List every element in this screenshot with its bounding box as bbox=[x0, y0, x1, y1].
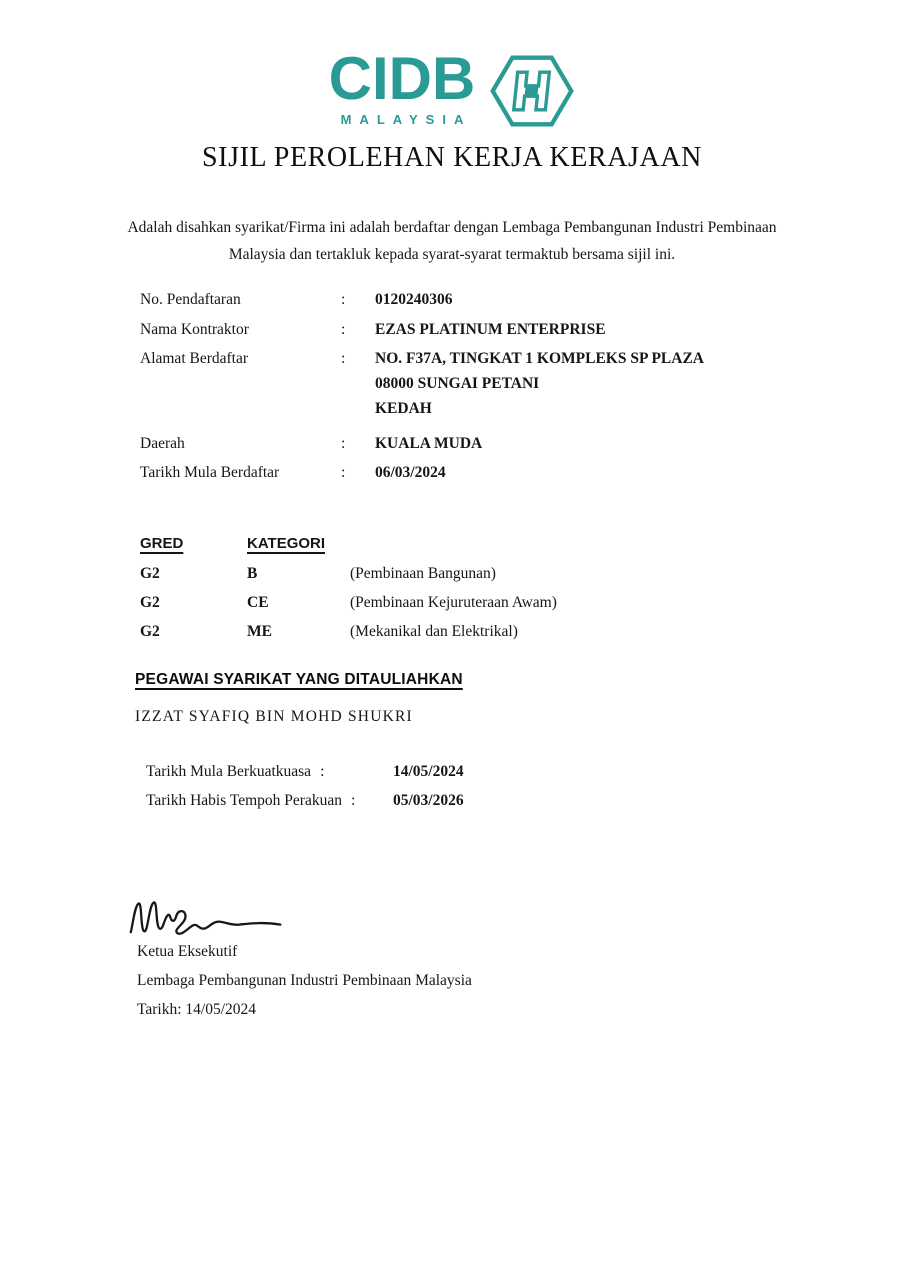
gred-value: G2 bbox=[140, 565, 160, 582]
validity-label: Tarikh Mula Berkuatkuasa bbox=[146, 763, 312, 780]
intro-paragraph bbox=[70, 214, 834, 268]
grades-header-row bbox=[140, 534, 804, 553]
grades-table bbox=[140, 534, 804, 651]
validity-colon: : bbox=[350, 792, 356, 809]
detail-label: No. Pendaftaran bbox=[140, 291, 241, 308]
detail-label: Nama Kontraktor bbox=[140, 320, 249, 338]
detail-label: Daerah bbox=[140, 434, 185, 452]
kategori-value: ME bbox=[247, 623, 272, 640]
kategori-description: (Mekanikal dan Elektrikal) bbox=[350, 623, 518, 640]
detail-row-no-pendaftaran bbox=[140, 290, 804, 310]
detail-value: KUALA MUDA bbox=[375, 434, 483, 452]
validity-label: Tarikh Habis Tempoh Perakuan bbox=[146, 792, 342, 809]
description-column-header bbox=[350, 534, 804, 553]
validity-row-start bbox=[146, 762, 804, 781]
gred-value: G2 bbox=[140, 623, 160, 640]
kategori-description: (Pembinaan Kejuruteraan Awam) bbox=[350, 594, 557, 611]
officer-section-heading: PEGAWAI SYARIKAT YANG DITAULIAHKAN bbox=[135, 671, 463, 688]
detail-row-tarikh-mula-berdaftar bbox=[140, 463, 804, 483]
grade-row-ce bbox=[140, 593, 804, 612]
officer-name: IZZAT SYAFIQ BIN MOHD SHUKRI bbox=[135, 708, 413, 725]
intro-line-1: Adalah disahkan syarikat/Firma ini adalah berdaftar dengan Lembaga Pembangunan Industri Pembinaan bbox=[127, 219, 777, 236]
kategori-description: (Pembinaan Bangunan) bbox=[350, 565, 496, 582]
detail-value: 0120240306 bbox=[375, 291, 453, 308]
kategori-value: CE bbox=[247, 594, 269, 611]
cidb-brand-country: MALAYSIA bbox=[340, 112, 472, 127]
detail-colon: : bbox=[341, 350, 346, 367]
grade-row-me bbox=[140, 622, 804, 641]
detail-row-nama-kontraktor bbox=[140, 320, 804, 340]
gred-column-header: GRED bbox=[140, 535, 184, 552]
detail-value: EZAS PLATINUM ENTERPRISE bbox=[375, 320, 606, 338]
cidb-logo-text bbox=[328, 45, 476, 127]
detail-colon: : bbox=[341, 291, 346, 308]
signature-scribble bbox=[126, 890, 288, 942]
detail-row-daerah bbox=[140, 434, 804, 454]
cidb-hexagon-icon bbox=[489, 50, 575, 132]
grade-row-b bbox=[140, 564, 804, 583]
signoff-date: Tarikh: 14/05/2024 bbox=[137, 1001, 257, 1018]
cidb-brand-name: CIDB bbox=[328, 45, 476, 112]
address-line-2: 08000 SUNGAI PETANI bbox=[375, 375, 540, 392]
detail-label: Alamat Berdaftar bbox=[140, 350, 249, 367]
validity-row-expiry bbox=[146, 791, 804, 810]
detail-label: Tarikh Mula Berdaftar bbox=[140, 464, 280, 481]
validity-colon: : bbox=[320, 763, 325, 780]
detail-value-multiline bbox=[375, 349, 804, 424]
signoff-role: Ketua Eksekutif bbox=[137, 943, 238, 960]
kategori-column-header: KATEGORI bbox=[247, 535, 326, 552]
cidb-logo bbox=[0, 45, 904, 132]
detail-colon: : bbox=[341, 320, 346, 338]
certificate-title: SIJIL PEROLEHAN KERJA KERAJAAN bbox=[202, 142, 702, 173]
address-line-1: NO. F37A, TINGKAT 1 KOMPLEKS SP PLAZA bbox=[375, 350, 704, 367]
signoff-block bbox=[137, 942, 472, 1029]
validity-value: 14/05/2024 bbox=[393, 763, 464, 780]
detail-row-alamat-berdaftar bbox=[140, 349, 804, 424]
detail-colon: : bbox=[341, 464, 346, 481]
gred-value: G2 bbox=[140, 594, 160, 611]
address-line-3: KEDAH bbox=[375, 400, 432, 417]
signoff-organization: Lembaga Pembangunan Industri Pembinaan Malaysia bbox=[137, 972, 472, 989]
kategori-value: B bbox=[247, 565, 258, 582]
validity-dates bbox=[146, 762, 804, 820]
detail-colon: : bbox=[341, 434, 346, 452]
registration-details bbox=[140, 290, 804, 493]
validity-value: 05/03/2026 bbox=[393, 792, 464, 809]
detail-value: 06/03/2024 bbox=[375, 464, 446, 481]
intro-line-2: Malaysia dan tertakluk kepada syarat-syarat termaktub bersama sijil ini. bbox=[228, 246, 676, 263]
